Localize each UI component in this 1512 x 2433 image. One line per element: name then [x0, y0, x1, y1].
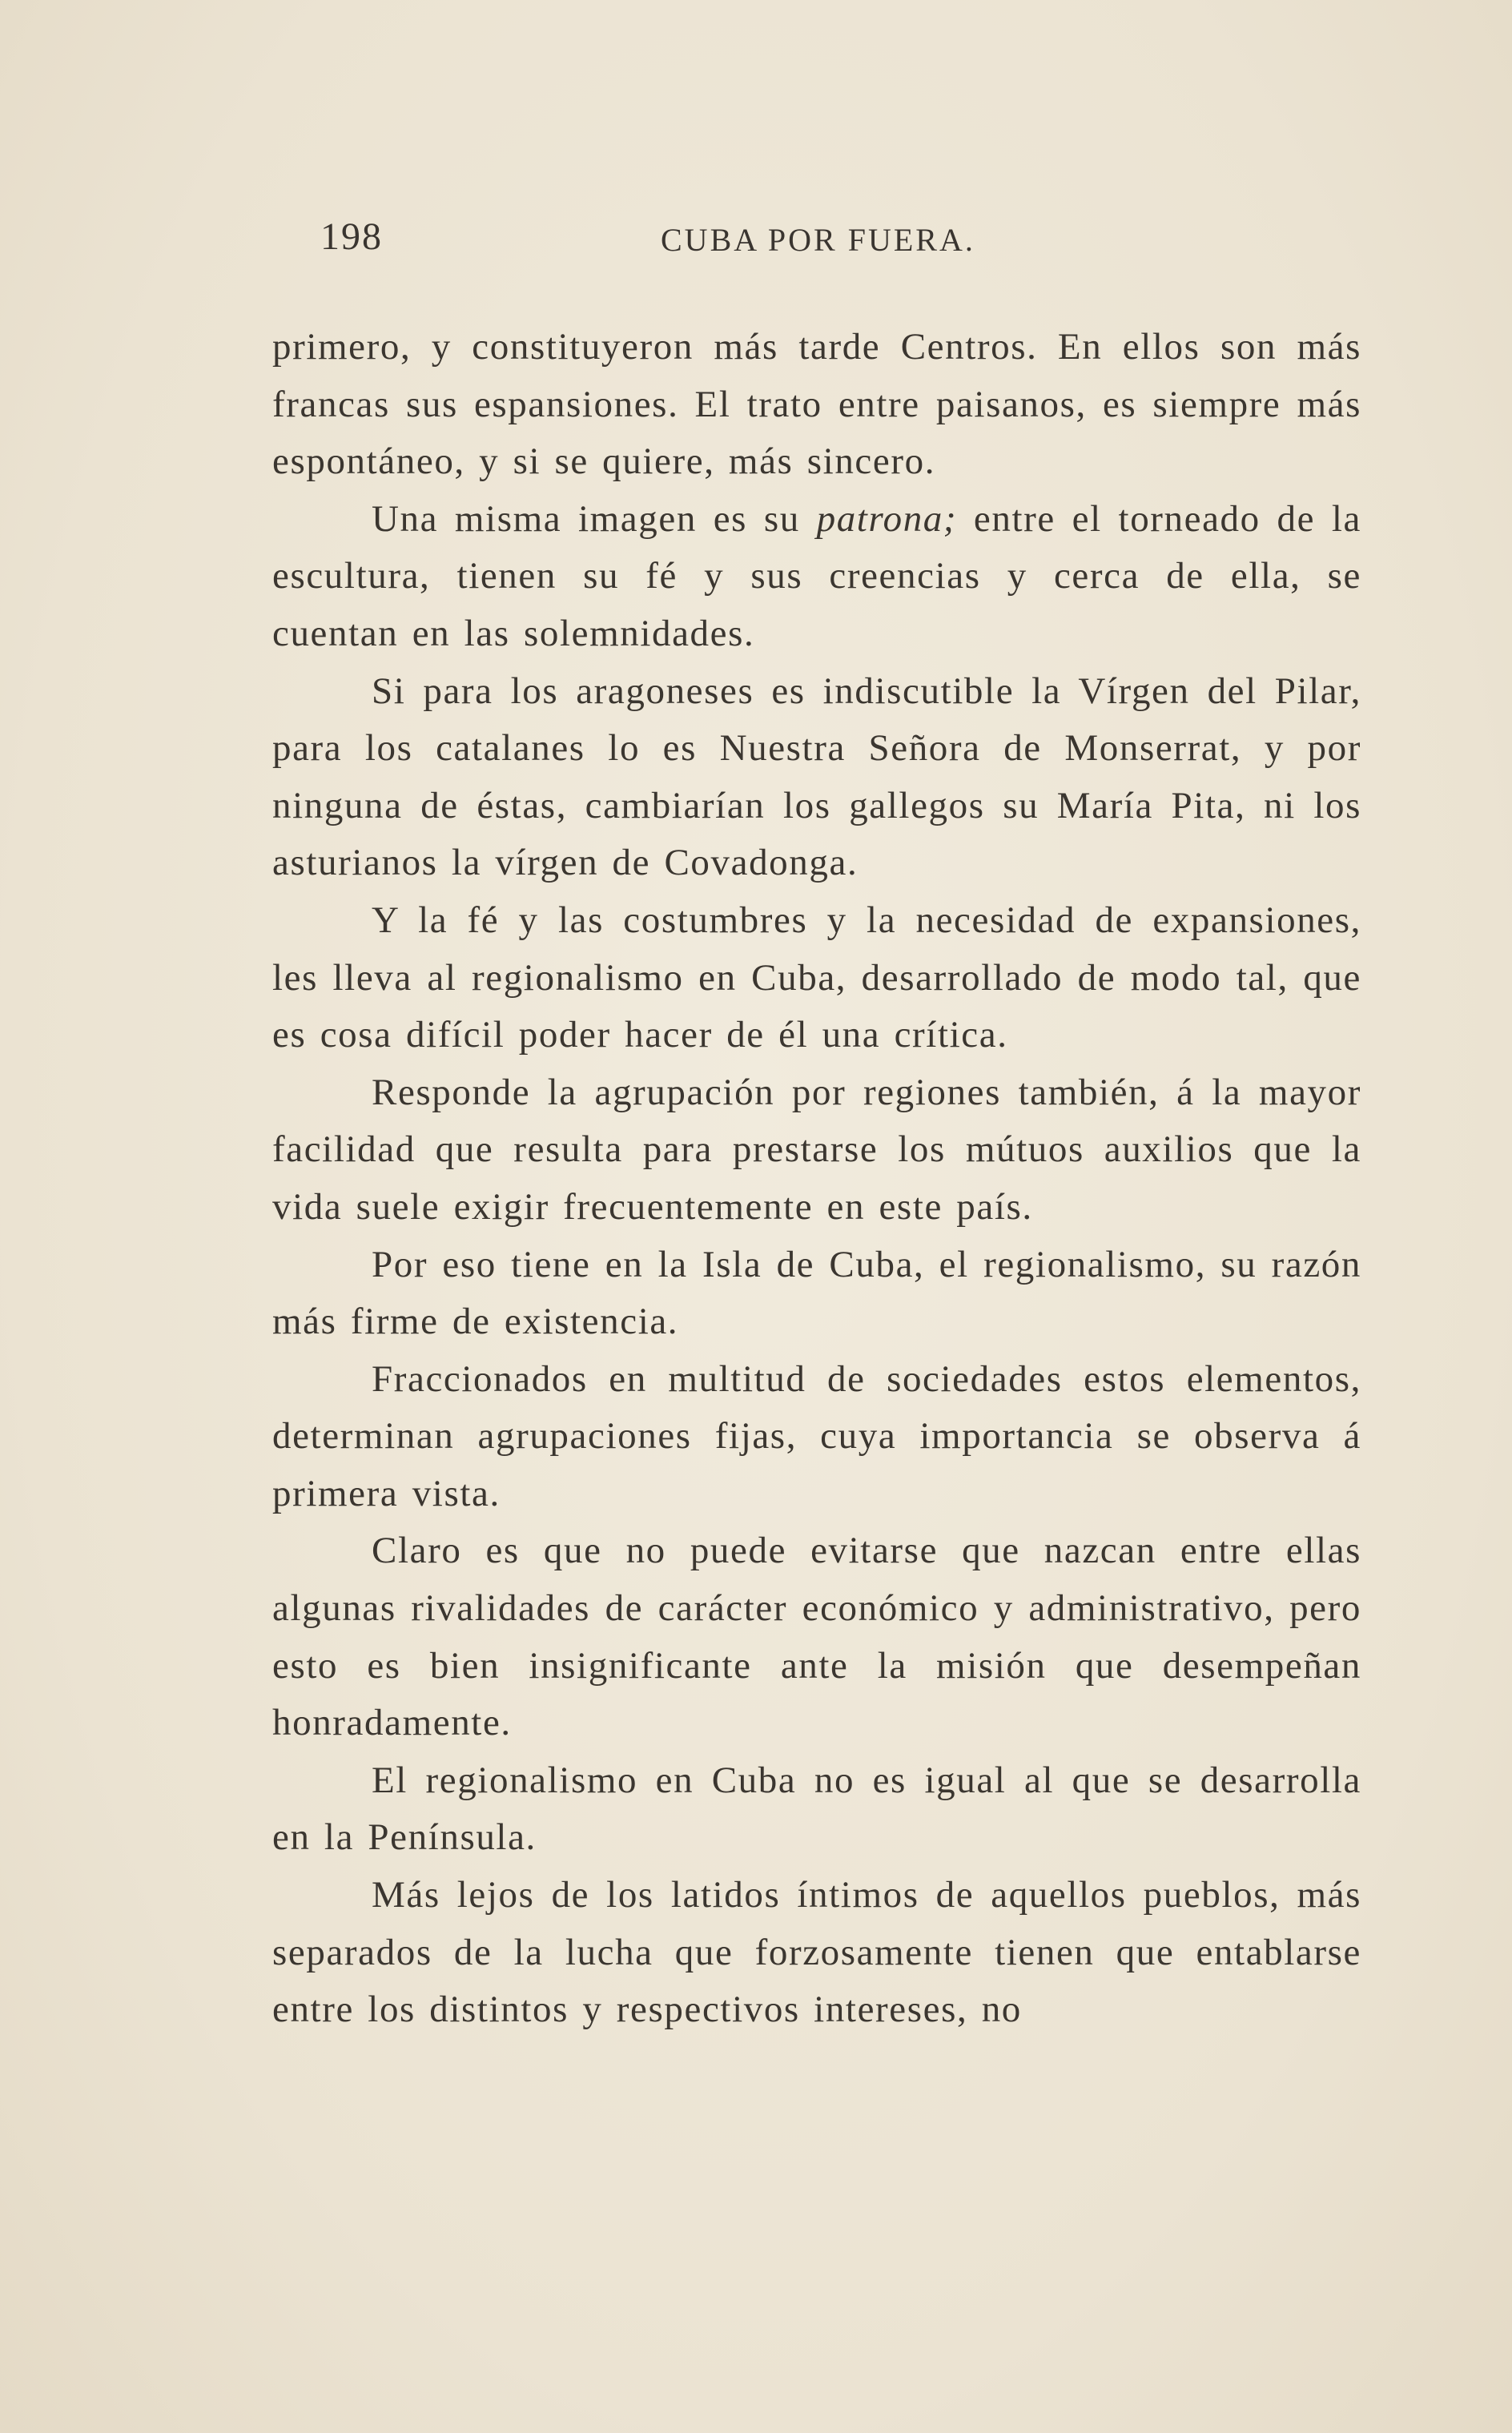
paragraph: Responde la agrupación por regiones también, á la mayor facilidad que resulta para prestarse los mútuos auxilios que la vida suele exigir frecuentemente en este país.	[272, 1071, 1361, 1228]
paragraph: Por eso tiene en la Isla de Cuba, el regionalismo, su razón más firme de existencia.	[272, 1243, 1361, 1343]
paragraph-text: entre el torneado de la escultura, tienen su fé y sus creencias y cerca de ella, se cuentan en las solemnidades.	[272, 497, 1361, 654]
paragraph: Y la fé y las costumbres y la necesidad de expansiones, les lleva al regionalismo en Cuba, desarrollado de modo tal, que es cosa difícil poder hacer de él una crítica.	[272, 899, 1361, 1056]
italic-word: patrona;	[816, 497, 958, 540]
body-text	[272, 319, 1361, 2039]
paragraph: Si para los aragoneses es indiscutible la Vírgen del Pilar, para los catalanes lo es Nuestra Señora de Monserrat, y por ninguna de éstas, cambiarían los gallegos su María Pita, ni los asturianos la vírgen de Covadonga.	[272, 670, 1361, 884]
page-header	[272, 215, 1361, 279]
page-number: 198	[320, 215, 383, 258]
paragraph: Fraccionados en multitud de sociedades estos elementos, determinan agrupaciones fijas, cuya importancia se observa á primera vista.	[272, 1357, 1361, 1514]
paragraph-text: Una misma imagen es su	[372, 497, 817, 540]
paragraph: El regionalismo en Cuba no es igual al que se desarrolla en la Península.	[272, 1759, 1361, 1859]
paragraph: primero, y constituyeron más tarde Centros. En ellos son más francas sus espansiones. El trato entre paisanos, es siempre más espontáneo, y si se quiere, más sincero.	[272, 326, 1361, 483]
running-title: CUBA POR FUERA.	[661, 222, 975, 258]
paragraph: Más lejos de los latidos íntimos de aquellos pueblos, más separados de la lucha que forzosamente tienen que entablarse entre los distintos y respectivos intereses, no	[272, 1874, 1361, 2031]
paragraph	[272, 491, 1361, 663]
paragraph: Claro es que no puede evitarse que nazcan entre ellas algunas rivalidades de carácter económico y administrativo, pero esto es bien insignificante ante la misión que desempeñan honradamente.	[272, 1530, 1361, 1744]
